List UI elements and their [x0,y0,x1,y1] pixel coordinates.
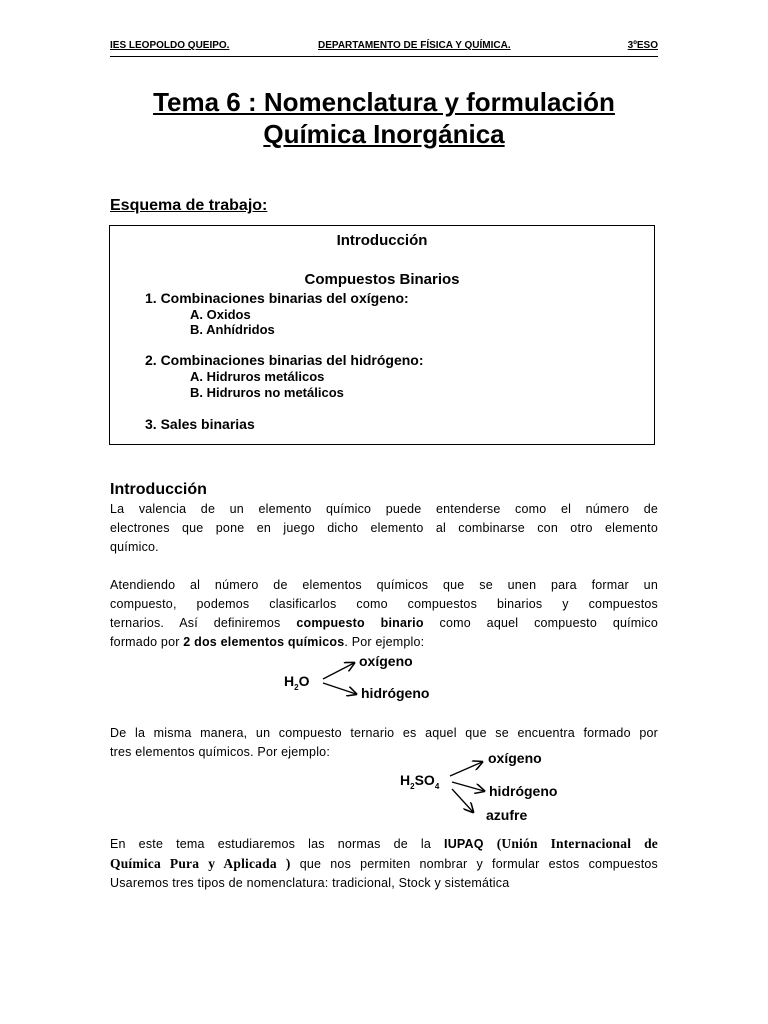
h2o-label-oxigeno: oxígeno [359,653,413,669]
p4-term-union: (Unión Internacional de [496,836,658,851]
esquema-item-3: 3. Sales binarias [145,416,255,432]
esquema-item-1a: A. Oxidos [190,307,251,322]
arrow-h2o-oxigeno [323,663,354,679]
p2-term-dos-elementos: 2 dos elementos químicos [183,635,345,649]
p4-text-a: En este tema estudiaremos las normas de la [110,837,432,851]
intro-paragraph-2 [110,576,658,652]
p2-text-b: como aquel compuesto químico [439,616,658,630]
p2-text-d: . Por ejemplo: [344,635,425,649]
p4-line-1 [110,834,658,854]
esquema-item-2: 2. Combinaciones binarias del hidrógeno: [145,352,424,368]
p2-line-1: Atendiendo al número de elementos químicos que se unen para formar un [110,578,658,592]
p4-line-2 [110,854,658,874]
page-title [0,86,768,150]
header-school: IES LEOPOLDO QUEIPO. [110,40,230,51]
esquema-box [109,225,655,445]
esquema-item-1b: B. Anhídridos [190,322,275,337]
p3-line-2: tres elementos químicos. Por ejemplo: [110,745,330,759]
intro-heading: Introducción [110,481,207,498]
esquema-compuestos-binarios: Compuestos Binarios [304,271,460,288]
esquema-item-2b: B. Hidruros no metálicos [190,385,344,400]
arrow-h2so4-azufre [452,789,473,812]
header-department: DEPARTAMENTO DE FÍSICA Y QUÍMICA. [318,40,511,51]
formula-h2so4: $H_2SO_4$ [400,772,440,791]
h2so4-label-oxigeno: oxígeno [488,750,542,766]
arrow-h2so4-oxigeno [450,762,482,776]
page-header [110,40,658,57]
arrow-h2so4-hidrogeno [452,782,484,791]
arrow-h2o-hidrogeno [323,683,356,694]
esquema-item-1: 1. Combinaciones binarias del oxígeno: [145,290,409,306]
p4-term-iupaq: IUPAQ [444,837,484,851]
title-line-1: Tema 6 : Nomenclatura y formulación [153,87,615,117]
p2-term-compuesto-binario: compuesto binario [296,616,424,630]
p4-text-b: que nos permiten nombrar y formular estos compuestos [299,857,658,871]
header-level: 3ºESO [627,40,658,51]
p4-term-quimica-pura: Química Pura y Aplicada [110,856,277,871]
intro-paragraph-1 [110,500,658,557]
p2-text-c: formado por [110,635,180,649]
p1-line-3: químico. [110,540,159,554]
h2o-label-hidrogeno: hidrógeno [361,685,430,701]
p4-line-3: Usaremos tres tipos de nomenclatura: tradicional, Stock y sistemática [110,876,510,890]
p2-text-a: ternarios. Así definiremos [110,616,281,630]
p2-line-4 [110,633,658,652]
esquema-label: Esquema de trabajo: [110,197,268,214]
p3-line-1: De la misma manera, un compuesto ternario es aquel que se encuentra formado por [110,726,658,740]
p2-line-3 [110,614,658,633]
p2-line-2: compuesto, podemos clasificarlos como compuestos binarios y compuestos [110,597,658,611]
formula-h2o: $H_2O$ [284,673,310,692]
h2so4-label-azufre: azufre [486,807,528,823]
p4-paren-close: ) [285,856,291,871]
title-line-2: Química Inorgánica [263,119,505,149]
p1-line-1: La valencia de un elemento químico puede entenderse como el número de [110,502,658,516]
intro-paragraph-3 [110,724,658,762]
p1-line-2: electrones que pone en juego dicho elemento al combinarse con otro elemento [110,521,658,535]
esquema-introduccion: Introducción [336,232,428,249]
intro-paragraph-4 [110,834,658,893]
esquema-item-2a: A. Hidruros metálicos [190,369,325,384]
h2so4-label-hidrogeno: hidrógeno [489,783,558,799]
